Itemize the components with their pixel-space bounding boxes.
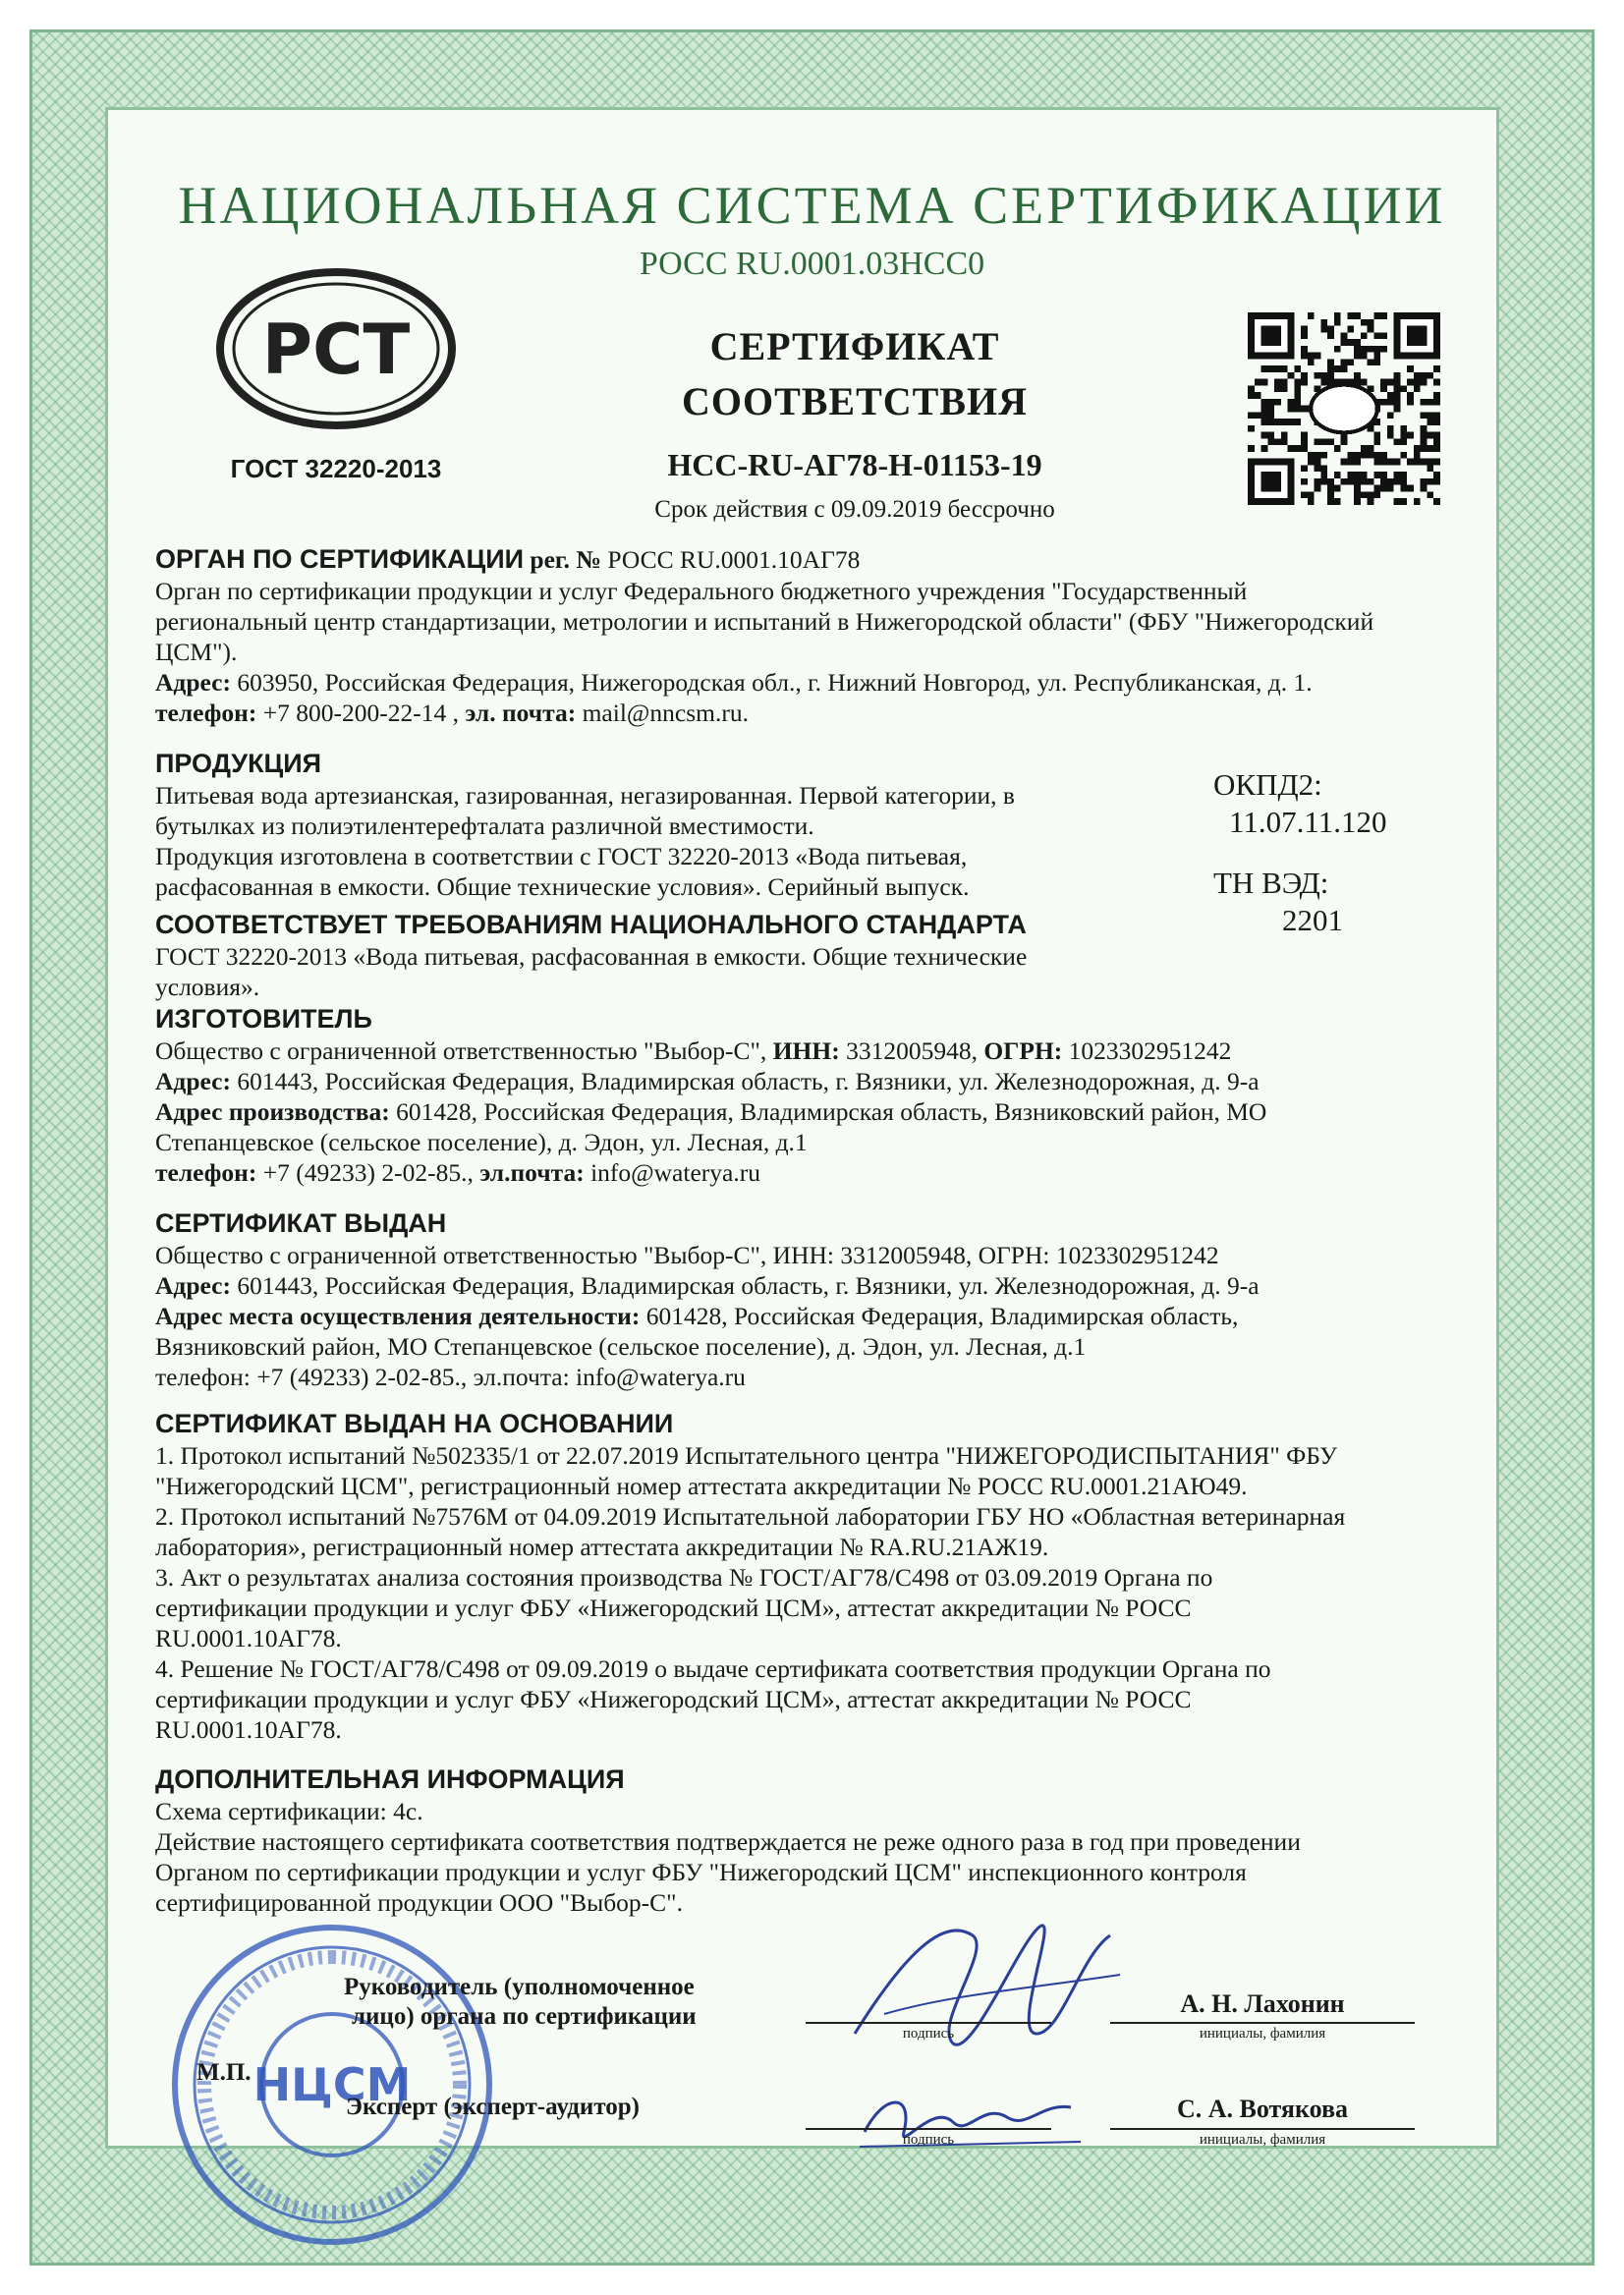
expert-name-caption: инициалы, фамилия	[1199, 2132, 1326, 2148]
production-address-cont: Степанцевское (сельское поселение), д. Эдон, ул. Лесная, д.1	[155, 1128, 808, 1156]
manufacturer-title: ИЗГОТОВИТЕЛЬ	[155, 1004, 372, 1034]
head-name: А. Н. Лахонин	[1180, 1989, 1345, 2018]
manufacturer-address-label: Адрес:	[155, 1067, 231, 1095]
basis-line: RU.0001.10АГ78.	[155, 1715, 342, 1744]
activity-address: 601428, Российская Федерация, Владимирская область,	[645, 1302, 1239, 1330]
section-standard	[155, 908, 1027, 1002]
tnved-value: 2201	[1282, 903, 1343, 937]
organ-email: mail@nncsm.ru.	[582, 699, 749, 727]
section-issued-to	[155, 1206, 1260, 1392]
organ-title: ОРГАН ПО СЕРТИФИКАЦИИ	[155, 544, 525, 574]
product-line: расфасованная в емкости. Общие технические условия». Серийный выпуск.	[155, 872, 970, 901]
issued-address: 601443, Российская Федерация, Владимирская область, г. Вязники, ул. Железнодорожная, д. 9-а	[237, 1271, 1260, 1300]
expert-name-line	[1110, 2128, 1415, 2130]
expert-signature-caption: подпись	[902, 2132, 955, 2148]
gost-label: ГОСТ 32220-2013	[230, 454, 442, 483]
system-registration: РОСС RU.0001.03НСС0	[639, 246, 985, 282]
basis-title: СЕРТИФИКАТ ВЫДАН НА ОСНОВАНИИ	[155, 1409, 674, 1438]
certificate-title-line1: СЕРТИФИКАТ	[709, 324, 1000, 368]
head-name-line	[1110, 2022, 1415, 2024]
head-role	[344, 1973, 756, 2032]
production-address-label: Адрес производства:	[155, 1097, 390, 1126]
additional-line: Схема сертификации: 4с.	[155, 1797, 423, 1825]
rst-logo	[208, 265, 464, 432]
head-role-line2: лицо) органа по сертификации	[352, 2003, 697, 2030]
okpd-label: ОКПД2:	[1213, 767, 1322, 802]
product-line: Питьевая вода артезианская, газированная, негазированная. Первой категории, в	[155, 781, 1015, 810]
manufacturer-phone: +7 (49233) 2-02-85.,	[262, 1158, 474, 1187]
expert-signature	[845, 2063, 1100, 2171]
activity-address-label: Адрес места осуществления деятельности:	[155, 1302, 641, 1330]
manufacturer-ogrn: 1023302951242	[1068, 1036, 1232, 1065]
section-basis	[155, 1407, 1345, 1745]
basis-line: RU.0001.10АГ78.	[155, 1624, 342, 1652]
section-organ	[155, 542, 1373, 728]
organ-reg-value: РОСС RU.0001.10АГ78	[607, 545, 861, 574]
tnved-block	[1213, 865, 1343, 939]
product-line: Продукция изготовлена в соответствии с ГОСТ 32220-2013 «Вода питьевая,	[155, 842, 968, 870]
certificate-title	[629, 319, 1081, 429]
organ-address: 603950, Российская Федерация, Нижегородская обл., г. Нижний Новгород, ул. Республиканская, д. 1.	[237, 668, 1313, 697]
head-name-caption: инициалы, фамилия	[1199, 2026, 1326, 2042]
manufacturer-ogrn-label: ОГРН:	[983, 1036, 1063, 1065]
product-line: бутылках из полиэтилентерефталата различной вместимости.	[155, 812, 814, 840]
manufacturer-inn-label: ИНН:	[772, 1036, 840, 1065]
additional-title: ДОПОЛНИТЕЛЬНАЯ ИНФОРМАЦИЯ	[155, 1764, 625, 1794]
manufacturer-name: Общество с ограниченной ответственностью "Выбор-С",	[155, 1036, 767, 1065]
additional-line: Органом по сертификации продукции и услуг ФБУ "Нижегородский ЦСМ" инспекционного контроля	[155, 1858, 1247, 1886]
standard-title: СООТВЕТСТВУЕТ ТРЕБОВАНИЯМ НАЦИОНАЛЬНОГО СТАНДАРТА	[155, 910, 1027, 939]
issued-title: СЕРТИФИКАТ ВЫДАН	[155, 1208, 447, 1238]
stamp-text: НЦСМ	[252, 2058, 412, 2111]
organ-email-label: эл. почта:	[465, 699, 577, 727]
additional-line: Действие настоящего сертификата соответствия подтверждается не реже одного раза в год при проведении	[155, 1827, 1301, 1856]
manufacturer-inn: 3312005948,	[846, 1036, 978, 1065]
validity-period: Срок действия с 09.09.2019 бессрочно	[654, 496, 1055, 523]
section-additional	[155, 1763, 1301, 1918]
head-signature-caption: подпись	[902, 2026, 955, 2042]
basis-line: "Нижегородский ЦСМ", регистрационный номер аттестата аккредитации № РОСС RU.0001.21АЮ49.	[155, 1472, 1248, 1500]
standard-line: ГОСТ 32220-2013 «Вода питьевая, расфасованная в емкости. Общие технические	[155, 942, 1028, 971]
qr-code	[1248, 312, 1440, 505]
production-address: 601428, Российская Федерация, Владимирская область, Вязниковский район, МО	[396, 1097, 1267, 1126]
basis-line: 1. Протокол испытаний №502335/1 от 22.07.2019 Испытательного центра "НИЖЕГОРОДИСПЫТАНИЯ" ФБУ	[155, 1441, 1338, 1470]
expert-role: Эксперт (эксперт-аудитор)	[346, 2094, 641, 2120]
organ-line: ЦСМ").	[155, 638, 238, 666]
manufacturer-address: 601443, Российская Федерация, Владимирская область, г. Вязники, ул. Железнодорожная, д. 9-а	[237, 1067, 1260, 1095]
certificate-title-line2: СООТВЕТСТВИЯ	[681, 379, 1029, 423]
seal-place-label: М.П.	[196, 2059, 252, 2086]
basis-line: сертификации продукции и услуг ФБУ «Нижегородский ЦСМ», аттестат аккредитации № РОСС	[155, 1594, 1192, 1622]
additional-line: сертифицированной продукции ООО "Выбор-С".	[155, 1888, 683, 1917]
standard-line: условия».	[155, 973, 260, 1001]
product-title: ПРОДУКЦИЯ	[155, 749, 322, 778]
organ-line: Орган по сертификации продукции и услуг Федерального бюджетного учреждения "Государственный	[155, 577, 1248, 605]
manufacturer-phone-label: телефон:	[155, 1158, 257, 1187]
okpd-block	[1213, 766, 1386, 841]
tnved-label: ТН ВЭД:	[1213, 866, 1329, 900]
expert-signature-line	[806, 2128, 1051, 2130]
section-product	[155, 747, 1015, 902]
system-title: НАЦИОНАЛЬНАЯ СИСТЕМА СЕРТИФИКАЦИИ	[178, 176, 1446, 235]
head-role-line1: Руководитель (уполномоченное	[344, 1974, 695, 2000]
head-signature-line	[806, 2022, 1051, 2024]
basis-line: 3. Акт о результатах анализа состояния производства № ГОСТ/АГ78/С498 от 03.09.2019 Органа по	[155, 1563, 1213, 1592]
organ-phone-label: телефон:	[155, 699, 257, 727]
issued-line: Общество с ограниченной ответственностью "Выбор-С", ИНН: 3312005948, ОГРН: 1023302951242	[155, 1241, 1219, 1269]
logo-text: РСТ	[261, 309, 411, 390]
certificate-number: НСС-RU-АГ78-Н-01153-19	[667, 447, 1042, 482]
organ-address-label: Адрес:	[155, 668, 231, 697]
issued-contact: телефон: +7 (49233) 2-02-85., эл.почта: info@waterya.ru	[155, 1363, 746, 1391]
manufacturer-email: info@waterya.ru	[590, 1158, 760, 1187]
expert-name: С. А. Вотякова	[1176, 2095, 1349, 2123]
okpd-value: 11.07.11.120	[1229, 805, 1387, 839]
activity-address-cont: Вязниковский район, МО Степанцевское (сельское поселение), д. Эдон, ул. Лесная, д.1	[155, 1332, 1087, 1361]
basis-line: 2. Протокол испытаний №7576М от 04.09.2019 Испытательной лаборатории ГБУ НО «Областная ветеринарная	[155, 1502, 1346, 1531]
basis-line: лаборатория», регистрационный номер аттестата аккредитации № RA.RU.21АЖ19.	[155, 1533, 1049, 1561]
basis-line: сертификации продукции и услуг ФБУ «Нижегородский ЦСМ», аттестат аккредитации № РОСС	[155, 1685, 1192, 1713]
section-manufacturer	[155, 1002, 1266, 1188]
manufacturer-email-label: эл.почта:	[479, 1158, 585, 1187]
basis-line: 4. Решение № ГОСТ/АГ78/С498 от 09.09.2019 о выдаче сертификата соответствия продукции Органа по	[155, 1654, 1271, 1683]
organ-line: региональный центр стандартизации, метрологии и испытаний в Нижегородской области" (ФБУ "Нижегородский	[155, 607, 1374, 636]
organ-phone: +7 800-200-22-14 ,	[262, 699, 459, 727]
organ-reg-label: рег. №	[530, 545, 601, 574]
issued-address-label: Адрес:	[155, 1271, 231, 1300]
